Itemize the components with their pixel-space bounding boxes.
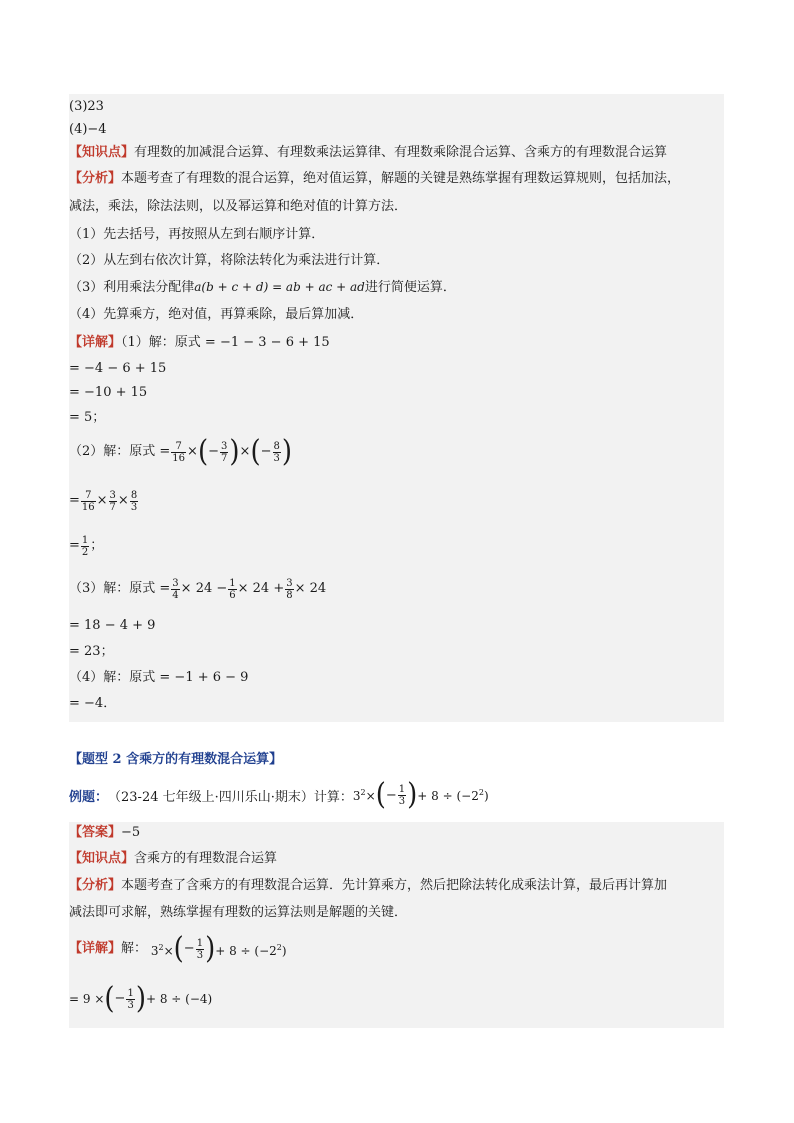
detail-1-a: （1）解：原式 = −1 − 3 − 6 + 15 [121, 335, 330, 350]
step-3-text-a: （3）利用乘法分配律 [69, 280, 195, 295]
fraction: $\frac{7}{16}$ [172, 440, 186, 464]
step-4: （4）先算乘方，绝对值，再算乘除，最后算加减． [69, 307, 364, 322]
example-line: 例题： （23-24 七年级上·四川乐山·期末）计算： $3^2\times$ ( − $\frac{1}{3}$ ) + $8 \div (-2^2)$ [69, 777, 489, 813]
analysis-line-1 [69, 170, 680, 188]
knowledge-line [69, 144, 667, 162]
detail-4-a: （4）解：原式 = −1 + 6 − 9 [69, 670, 249, 685]
detail-3-label: （3）解：原式 = [69, 581, 171, 596]
analysis-line-2: 减法，乘法，除法法则，以及幂运算和绝对值的计算方法． [69, 199, 408, 214]
example-source: （23-24 七年级上·四川乐山·期末）计算： [108, 789, 353, 805]
solution-panel-2 [69, 822, 724, 1028]
detail-1-b: = −4 − 6 + 15 [69, 361, 167, 376]
analysis-text-1: 本题考查了有理数的混合运算，绝对值运算，解题的关键是熟练掌握有理数运算规则，包括加法， [121, 171, 681, 186]
answer-value: −5 [121, 825, 141, 840]
analysis-line-2-1 [69, 877, 667, 895]
detail-line-1 [69, 334, 330, 352]
step-3 [69, 278, 456, 297]
knowledge-text: 有理数的加减混合运算、有理数乘法运算律、有理数乘除混合运算、含乘方的有理数混合运算 [134, 145, 668, 160]
answer-tag: 【答案】 [69, 825, 122, 840]
detail-4-b: = −4． [69, 696, 117, 711]
solution-panel-1 [69, 94, 724, 722]
detail-tag: 【详解】 [69, 335, 122, 350]
step-2: （2）从左到右依次计算，将除法转化为乘法进行计算． [69, 253, 390, 268]
step-1: （1）先去括号，再按照从左到右顺序计算． [69, 227, 325, 242]
section-heading-type2: 【题型 2 含乘方的有理数混合运算】 [69, 752, 283, 767]
detail-2-a: （2）解：原式 = $\frac{7}{16}$ × ( − $\frac{3}{7}$ ) × ( − $\frac{8}{3}$ ) [69, 434, 293, 470]
knowledge-tag-2: 【知识点】 [69, 851, 135, 866]
knowledge-tag: 【知识点】 [69, 145, 135, 160]
analysis-tag-2: 【分析】 [69, 878, 122, 893]
answer-line [69, 824, 140, 842]
example-label: 例题： [69, 789, 109, 805]
detail-3-a: （3）解：原式 = $\frac{3}{4}$ × 24 − $\frac{1}{6}$ × 24 + $\frac{3}{8}$ × 24 [69, 577, 327, 601]
detail-1-c: = −10 + 15 [69, 385, 148, 400]
answer-4: (4)−4 [69, 122, 107, 137]
detail-tag-2: 【详解】 [69, 941, 122, 956]
analysis-line-2-2: 减法即可求解，熟练掌握有理数的运算法则是解题的关键． [69, 905, 408, 920]
detail-2-b: = $\frac{7}{16}$ × $\frac{3}{7}$ × $\frac{8}{3}$ [69, 489, 138, 513]
detail-1-d: = 5； [69, 410, 106, 425]
answer-3: (3)23 [69, 99, 104, 114]
knowledge-line-2 [69, 850, 277, 868]
analysis-tag: 【分析】 [69, 171, 122, 186]
knowledge-text-2: 含乘方的有理数混合运算 [134, 851, 278, 866]
detail-3-c: = 23； [69, 644, 114, 659]
detail-line-2-2: = 9 × ( − $\frac{1}{3}$ ) + 8 ÷ (−4) [69, 981, 213, 1017]
detail-3-b: = 18 − 4 + 9 [69, 618, 156, 633]
distributive-formula: a(b + c + d) = ab + ac + ad [194, 280, 365, 294]
detail-2-c: = $\frac{1}{2}$ ； [69, 534, 104, 558]
analysis-text-2-1: 本题考查了含乘方的有理数混合运算．先计算乘方，然后把除法转化成乘法计算，最后再计算加 [121, 878, 668, 893]
fraction: $\frac{3}{7}$ [221, 440, 228, 464]
fraction: $\frac{8}{3}$ [273, 440, 280, 464]
detail-2-label: （2）解：原式 = [69, 444, 171, 459]
example-expression: $3^2\times$ [352, 787, 376, 803]
detail-line-2-1: 【详解】 解： $3^2\times$ ( − $\frac{1}{3}$ ) + $8 \div (-2^2)$ [69, 931, 287, 967]
step-3-text-b: 进行简便运算． [364, 280, 456, 295]
detail-label-2: 解： [121, 941, 148, 956]
